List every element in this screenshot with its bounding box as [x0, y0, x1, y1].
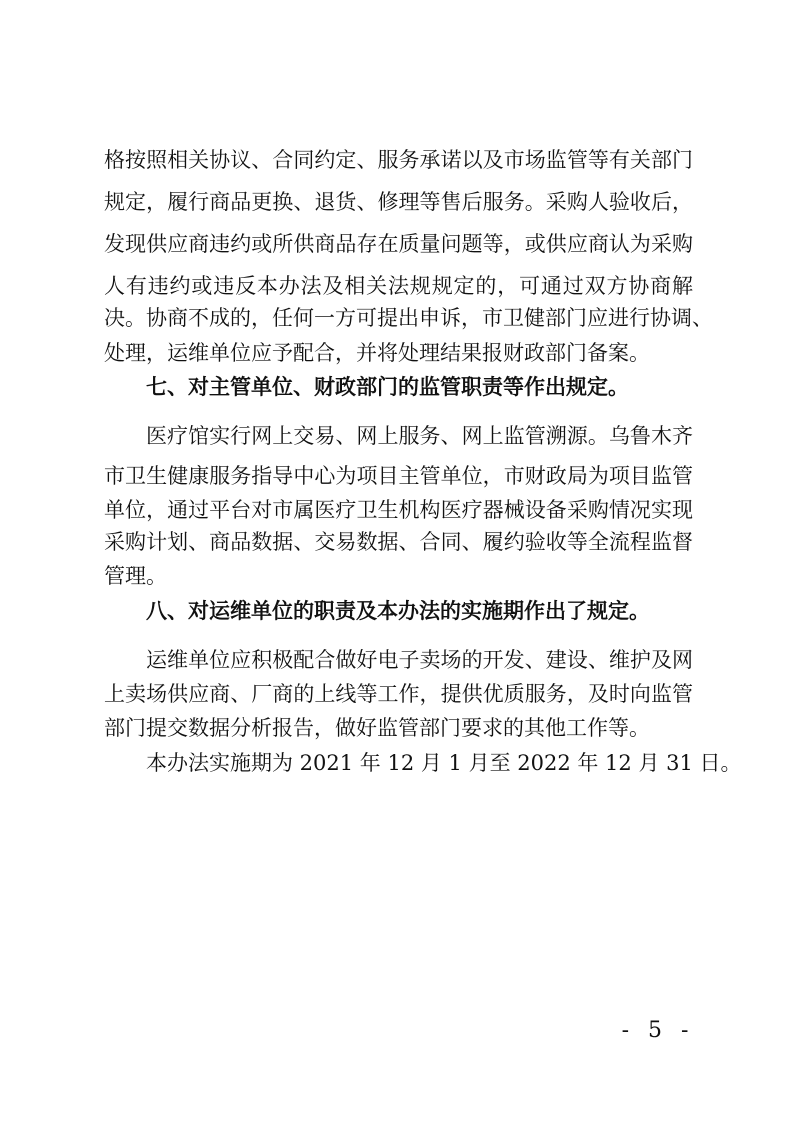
- section-heading-8: 八、对运维单位的职责及本办法的实施期作出了规定。: [146, 598, 650, 623]
- paragraph-2-line-5: 管理。: [104, 564, 167, 588]
- paragraph-3-line-2: 上卖场供应商、厂商的上线等工作，提供优质服务，及时向监管: [104, 682, 693, 706]
- paragraph-2-line-2: 市卫生健康服务指导中心为项目主管单位，市财政局为项目监管: [104, 464, 693, 488]
- paragraph-2-line-4: 采购计划、商品数据、交易数据、合同、履约验收等全流程监督: [104, 530, 693, 554]
- page-number: - 5 -: [621, 1018, 695, 1043]
- paragraph-1-line-6: 处理，运维单位应予配合，并将处理结果报财政部门备案。: [104, 341, 650, 365]
- paragraph-3-line-1: 运维单位应积极配合做好电子卖场的开发、建设、维护及网: [146, 648, 693, 672]
- paragraph-4-line-1: 本办法实施期为 2021 年 12 月 1 月至 2022 年 12 月 31 日。: [146, 751, 742, 775]
- paragraph-1-line-2: 规定，履行商品更换、退货、修理等售后服务。采购人验收后，: [104, 190, 693, 214]
- paragraph-1-line-5: 决。协商不成的，任何一方可提出申诉，市卫健部门应进行协调、: [104, 306, 713, 330]
- paragraph-2-line-3: 单位，通过平台对市属医疗卫生机构医疗器械设备采购情况实现: [104, 498, 693, 522]
- paragraph-2-line-1: 医疗馆实行网上交易、网上服务、网上监管溯源。乌鲁木齐: [146, 424, 693, 448]
- paragraph-1-line-3: 发现供应商违约或所供商品存在质量问题等，或供应商认为采购: [104, 232, 693, 256]
- paragraph-1-line-1: 格按照相关协议、合同约定、服务承诺以及市场监管等有关部门: [104, 148, 693, 172]
- paragraph-1-line-4: 人有违约或违反本办法及相关法规规定的，可通过双方协商解: [104, 274, 693, 298]
- paragraph-3-line-3: 部门提交数据分析报告，做好监管部门要求的其他工作等。: [104, 716, 650, 740]
- section-heading-7: 七、对主管单位、财政部门的监管职责等作出规定。: [146, 374, 629, 399]
